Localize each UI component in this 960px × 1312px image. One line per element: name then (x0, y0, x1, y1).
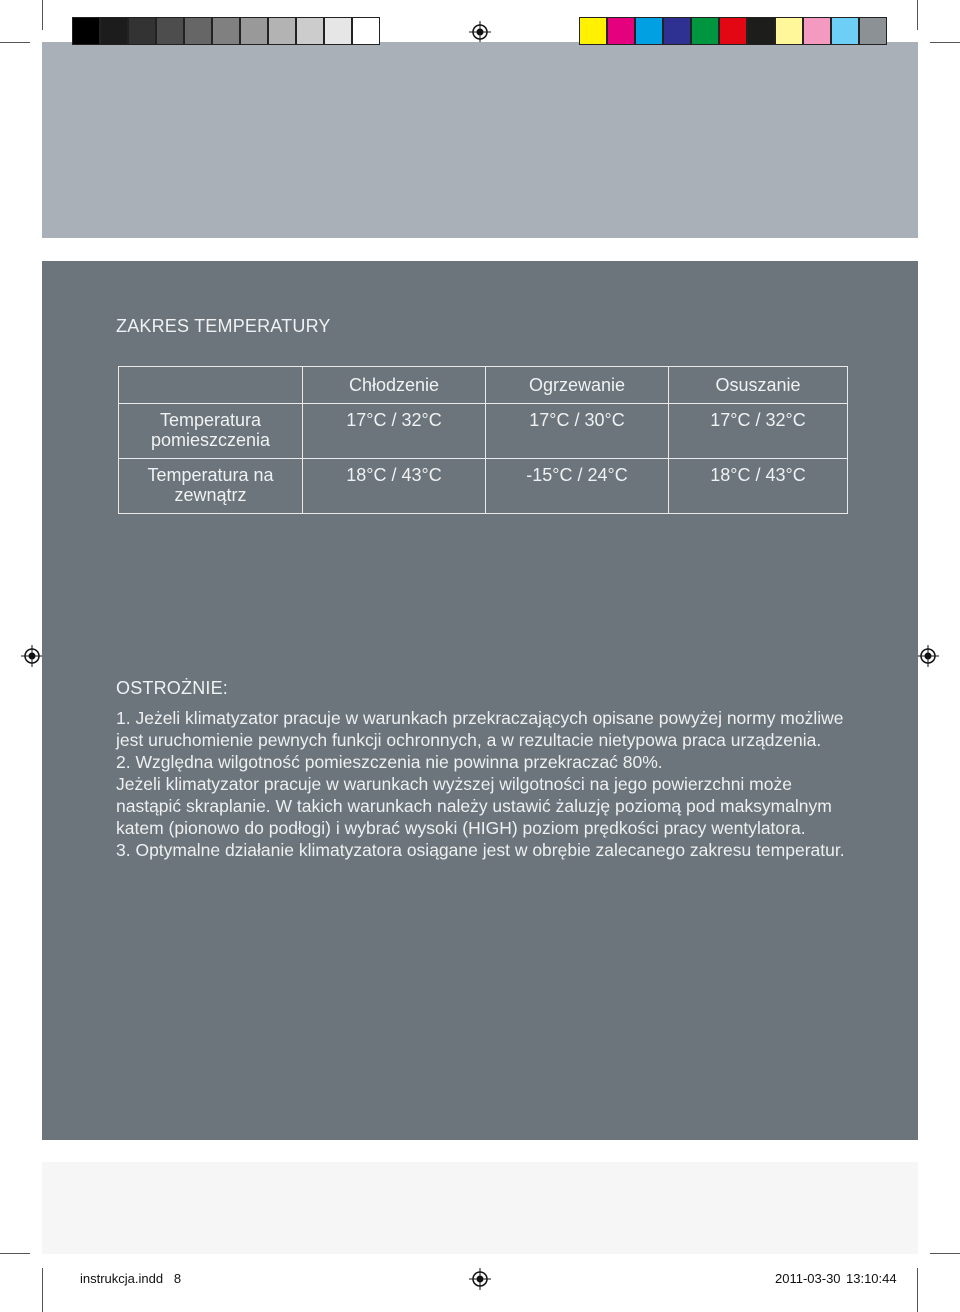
color-swatch (212, 17, 240, 45)
footer-time: 13:10:44 (846, 1271, 897, 1286)
section-title: ZAKRES TEMPERATURY (116, 316, 331, 336)
crop-mark (42, 0, 43, 30)
table-cell: 18°C / 43°C (303, 459, 486, 514)
table-header-cell: Chłodzenie (303, 367, 486, 404)
table-header-cell: Ogrzewanie (486, 367, 669, 404)
crop-mark (0, 1253, 30, 1254)
color-swatch (635, 17, 663, 45)
color-swatch (719, 17, 747, 45)
color-swatch (831, 17, 859, 45)
color-swatch (747, 17, 775, 45)
color-swatch (72, 17, 100, 45)
table-header-cell: Osuszanie (669, 367, 848, 404)
color-swatch (240, 17, 268, 45)
crop-mark (917, 0, 918, 30)
top-gray-band (42, 42, 918, 238)
table-cell: 17°C / 30°C (486, 404, 669, 459)
color-swatch (184, 17, 212, 45)
color-swatch (775, 17, 803, 45)
row-label: Temperatura pomieszczenia (119, 404, 303, 459)
caution-paragraph: 3. Optymalne działanie klimatyzatora osiągane jest w obrębie zalecanego zakresu temperatur. (116, 840, 845, 860)
crop-mark (42, 1268, 43, 1312)
crop-mark (930, 1253, 960, 1254)
row-label: Temperatura na zewnątrz (119, 459, 303, 514)
color-swatch (859, 17, 887, 45)
footer-file-label: instrukcja.indd 8 (80, 1271, 182, 1286)
registration-mark-icon (917, 645, 939, 667)
registration-mark-icon (469, 21, 491, 43)
table-cell: 17°C / 32°C (303, 404, 486, 459)
registration-mark-icon (21, 645, 43, 667)
table-cell: 18°C / 43°C (669, 459, 848, 514)
table-cell: 17°C / 32°C (669, 404, 848, 459)
crop-mark (0, 42, 30, 43)
table-cell: -15°C / 24°C (486, 459, 669, 514)
color-swatch (803, 17, 831, 45)
color-swatch (691, 17, 719, 45)
color-swatch (100, 17, 128, 45)
table-header-row (119, 367, 848, 404)
crop-mark (917, 1268, 918, 1312)
caution-paragraph: Jeżeli klimatyzator pracuje w warunkach wyższej wilgotności na jego powierzchni może nastąpić skraplanie. W takich warunkach należy ustawić żaluzję poziomą pod maksymalnym katem (pionowo do podłogi) i wybrać wysoki (HIGH) poziom prędkości pracy wentylatora. (116, 774, 832, 838)
caution-title: OSTROŻNIE: (116, 678, 229, 698)
color-swatch (579, 17, 607, 45)
color-swatch (352, 17, 380, 45)
color-swatch (324, 17, 352, 45)
table-row (119, 404, 848, 459)
footer-date: 2011-03-30 (775, 1271, 841, 1286)
color-swatch (663, 17, 691, 45)
temperature-range-table (118, 366, 848, 514)
color-swatch (296, 17, 324, 45)
color-swatch (607, 17, 635, 45)
caution-paragraph: 1. Jeżeli klimatyzator pracuje w warunkach przekraczających opisane powyżej normy możliwe jest uruchomienie pewnych funkcji ochronnych, a w rezultacie nietypowa praca urządzenia. (116, 708, 844, 750)
color-swatch (156, 17, 184, 45)
caution-paragraph: 2. Względna wilgotność pomieszczenia nie powinna przekraczać 80%. (116, 752, 663, 772)
color-swatch (128, 17, 156, 45)
crop-mark (930, 42, 960, 43)
registration-mark-icon (469, 1268, 491, 1290)
caution-notes (116, 707, 848, 861)
color-swatch (268, 17, 296, 45)
table-row (119, 459, 848, 514)
bottom-light-band (42, 1162, 918, 1254)
table-header-cell (119, 367, 303, 404)
